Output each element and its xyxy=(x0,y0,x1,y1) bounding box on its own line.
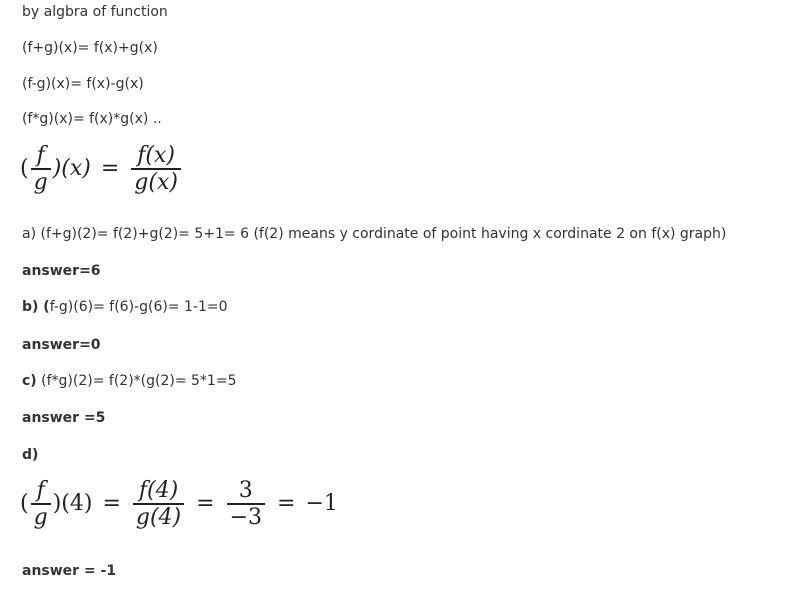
part-c-solution xyxy=(22,372,236,390)
rule-product: (f*g)(x)= f(x)*g(x) .. xyxy=(22,111,162,127)
fraction-denominator: g(x) xyxy=(134,169,178,195)
f-over-g-fraction xyxy=(31,478,51,530)
quotient-rule-formula xyxy=(20,143,183,195)
fraction-numerator: f xyxy=(36,478,45,503)
f4-over-g4-fraction xyxy=(133,478,184,530)
rule-difference: (f-g)(x)= f(x)-g(x) xyxy=(22,76,144,92)
fraction-denominator: −3 xyxy=(229,504,262,530)
part-a-answer: answer=6 xyxy=(22,263,101,279)
formula-argument: )(4) xyxy=(52,491,93,517)
formula-open-paren: ( xyxy=(20,491,29,517)
part-b-answer: answer=0 xyxy=(22,337,101,353)
equals-sign: = xyxy=(196,491,215,517)
equals-sign: = xyxy=(277,491,296,517)
fraction-numerator: f(x) xyxy=(137,143,175,168)
formula-open-paren: ( xyxy=(20,156,29,182)
fraction-denominator: g(4) xyxy=(135,504,182,530)
intro-text: by algbra of function xyxy=(22,4,168,20)
f-over-g-fraction xyxy=(31,143,51,195)
part-c-answer: answer =5 xyxy=(22,410,106,426)
fraction-denominator: g xyxy=(33,169,48,195)
fraction-numerator: f xyxy=(36,143,45,168)
part-c-label: c) xyxy=(22,373,37,389)
fraction-numerator: f(4) xyxy=(138,478,179,503)
rule-sum: (f+g)(x)= f(x)+g(x) xyxy=(22,40,158,56)
numeric-fraction xyxy=(227,478,265,530)
fx-over-gx-fraction xyxy=(131,143,181,195)
result-value: −1 xyxy=(305,491,338,517)
formula-argument: )(x) xyxy=(52,156,91,182)
equals-sign: = xyxy=(100,156,120,182)
part-d-answer: answer = -1 xyxy=(22,563,117,579)
part-b-text: f-g)(6)= f(6)-g(6)= 1-1=0 xyxy=(49,299,228,315)
part-b-solution xyxy=(22,298,228,316)
part-d-formula xyxy=(20,478,338,530)
fraction-numerator: 3 xyxy=(238,478,253,503)
equals-sign: = xyxy=(102,491,121,517)
part-b-label: b) ( xyxy=(22,299,50,315)
fraction-denominator: g xyxy=(33,504,48,530)
part-c-text: (f*g)(2)= f(2)*(g(2)= 5*1=5 xyxy=(36,373,237,389)
part-a-solution: a) (f+g)(2)= f(2)+g(2)= 5+1= 6 (f(2) means y cordinate of point having x cordinate 2 on f(x) graph) xyxy=(22,226,727,242)
part-d-label: d) xyxy=(22,447,39,463)
